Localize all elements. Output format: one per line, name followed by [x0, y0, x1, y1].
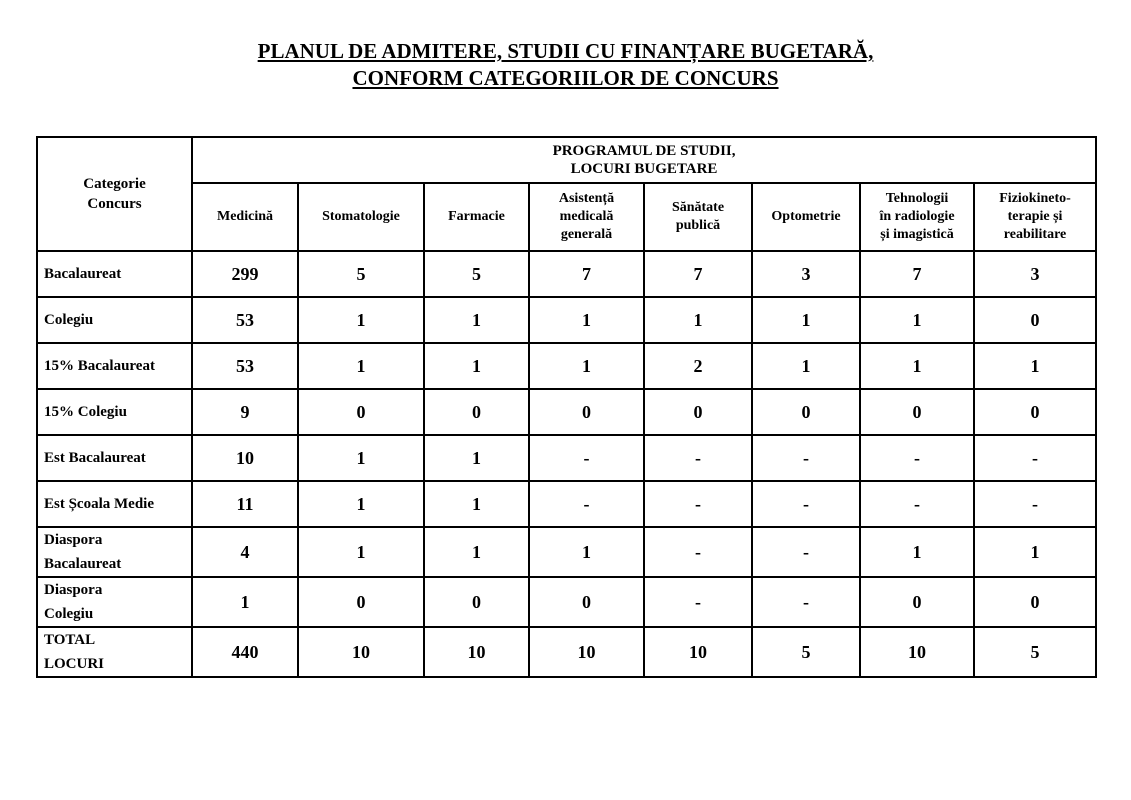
title-line-1: PLANUL DE ADMITERE, STUDII CU FINANȚARE BUGETARĂ, [257, 39, 874, 63]
table-cell: 7 [860, 251, 974, 297]
table-cell: 0 [424, 389, 529, 435]
table-cell: 1 [860, 297, 974, 343]
table-row [37, 481, 1096, 527]
column-header [424, 183, 529, 251]
table-cell: 1 [752, 343, 860, 389]
table-cell: 3 [974, 251, 1096, 297]
header-row-1 [37, 137, 1096, 183]
table-cell: - [644, 435, 752, 481]
table-cell: 1 [644, 297, 752, 343]
row-label-line: Colegiu [44, 606, 94, 622]
header-category [37, 137, 192, 251]
row-label-line: Diaspora [44, 582, 103, 598]
table-cell: 5 [974, 627, 1096, 677]
table-cell: 4 [192, 527, 298, 577]
document-title [0, 38, 1131, 92]
column-header [974, 183, 1096, 251]
table-row [37, 251, 1096, 297]
column-header-line: Fiziokineto- [999, 191, 1071, 206]
table-cell: 299 [192, 251, 298, 297]
table-cell: 1 [860, 343, 974, 389]
title-line-2: CONFORM CATEGORIILOR DE CONCURS [352, 66, 779, 90]
column-header-line: Sănătate [671, 200, 725, 215]
table-cell: 0 [974, 389, 1096, 435]
column-header [860, 183, 974, 251]
table-cell: 1 [974, 343, 1096, 389]
table-cell: 10 [529, 627, 644, 677]
row-label [37, 251, 192, 297]
table-cell: - [752, 527, 860, 577]
table-cell: 0 [529, 389, 644, 435]
column-header-line: Asistență [558, 191, 615, 206]
column-header [529, 183, 644, 251]
table-cell: 1 [529, 527, 644, 577]
table-cell: 0 [298, 577, 424, 627]
table-cell: 5 [752, 627, 860, 677]
table-cell: 53 [192, 343, 298, 389]
table-cell: - [644, 481, 752, 527]
table-cell: 1 [298, 435, 424, 481]
column-header-line: terapie și [1007, 209, 1063, 224]
table-row [37, 389, 1096, 435]
table-cell: - [529, 435, 644, 481]
table-cell: 1 [974, 527, 1096, 577]
row-label-line: Bacalaureat [44, 556, 122, 572]
table-cell: 3 [752, 251, 860, 297]
table-cell: - [752, 481, 860, 527]
row-label-line: TOTAL [44, 632, 96, 648]
table-cell: 9 [192, 389, 298, 435]
header-row-2 [37, 183, 1096, 251]
row-label-line: 15% Colegiu [44, 404, 127, 420]
table-cell: 1 [860, 527, 974, 577]
row-label-line: 15% Bacalaureat [44, 358, 155, 374]
table-row [37, 297, 1096, 343]
table-cell: 5 [424, 251, 529, 297]
table-row [37, 527, 1096, 577]
column-header [644, 183, 752, 251]
row-label [37, 577, 192, 627]
table-cell: - [644, 527, 752, 577]
table-row [37, 435, 1096, 481]
table-cell: 1 [298, 527, 424, 577]
table-cell: 1 [298, 297, 424, 343]
table-cell: 5 [298, 251, 424, 297]
column-header-line: în radiologie [879, 209, 955, 224]
table-cell: 7 [529, 251, 644, 297]
header-category-line-2: Concurs [87, 196, 142, 212]
column-header [298, 183, 424, 251]
table-cell: 0 [974, 577, 1096, 627]
column-header-line: Tehnologii [885, 191, 949, 206]
table-cell: 1 [424, 297, 529, 343]
column-header-line: Optometrie [771, 209, 841, 224]
row-label-line: Diaspora [44, 532, 103, 548]
row-label-line: Colegiu [44, 312, 94, 328]
admission-plan-table [36, 136, 1097, 678]
table-cell: - [974, 435, 1096, 481]
column-header-line: și imagistică [880, 227, 954, 242]
table-cell: 1 [529, 343, 644, 389]
column-header [192, 183, 298, 251]
table-cell: 1 [529, 297, 644, 343]
total-label [37, 627, 192, 677]
table-cell: 10 [192, 435, 298, 481]
table-cell: 0 [424, 577, 529, 627]
table-cell: - [860, 435, 974, 481]
table-row [37, 577, 1096, 627]
column-header-line: Medicină [217, 209, 273, 224]
row-label [37, 297, 192, 343]
table-cell: 1 [298, 343, 424, 389]
table-cell: 10 [860, 627, 974, 677]
table-cell: - [529, 481, 644, 527]
column-header-line: reabilitare [1003, 227, 1067, 242]
column-header-line: publică [675, 218, 721, 233]
header-program-line-1: PROGRAMUL DE STUDII, [552, 143, 736, 159]
table-cell: 11 [192, 481, 298, 527]
table-cell: 1 [298, 481, 424, 527]
table-cell: 0 [860, 577, 974, 627]
table-cell: - [752, 435, 860, 481]
column-header-line: Stomatologie [322, 209, 400, 224]
row-label-line: LOCURI [44, 656, 105, 672]
header-category-line-1: Categorie [83, 176, 146, 192]
table-cell: 0 [860, 389, 974, 435]
table-cell: 10 [644, 627, 752, 677]
header-program [192, 137, 1096, 183]
table-cell: 0 [644, 389, 752, 435]
table-cell: 1 [192, 577, 298, 627]
table-cell: 1 [424, 481, 529, 527]
column-header-line: generală [560, 227, 613, 242]
row-label [37, 435, 192, 481]
table-row [37, 343, 1096, 389]
table-cell: 1 [424, 435, 529, 481]
table-cell: 2 [644, 343, 752, 389]
table-cell: - [644, 577, 752, 627]
row-label-line: Est Școala Medie [44, 496, 154, 512]
table-cell: 10 [424, 627, 529, 677]
row-label [37, 481, 192, 527]
total-row [37, 627, 1096, 677]
table-cell: 440 [192, 627, 298, 677]
row-label-line: Est Bacalaureat [44, 450, 146, 466]
table-cell: 0 [529, 577, 644, 627]
table-cell: 10 [298, 627, 424, 677]
table-cell: 1 [424, 527, 529, 577]
row-label [37, 527, 192, 577]
column-header-line: medicală [559, 209, 614, 224]
table-cell: 53 [192, 297, 298, 343]
table-cell: - [974, 481, 1096, 527]
table-cell: 1 [752, 297, 860, 343]
header-program-line-2: LOCURI BUGETARE [570, 161, 718, 177]
row-label [37, 389, 192, 435]
table-cell: 0 [298, 389, 424, 435]
table-cell: 1 [424, 343, 529, 389]
table-cell: 7 [644, 251, 752, 297]
table-cell: - [752, 577, 860, 627]
column-header-line: Farmacie [448, 209, 505, 224]
table-cell: 0 [974, 297, 1096, 343]
table-cell: - [860, 481, 974, 527]
row-label [37, 343, 192, 389]
column-header [752, 183, 860, 251]
table-cell: 0 [752, 389, 860, 435]
row-label-line: Bacalaureat [44, 266, 122, 282]
